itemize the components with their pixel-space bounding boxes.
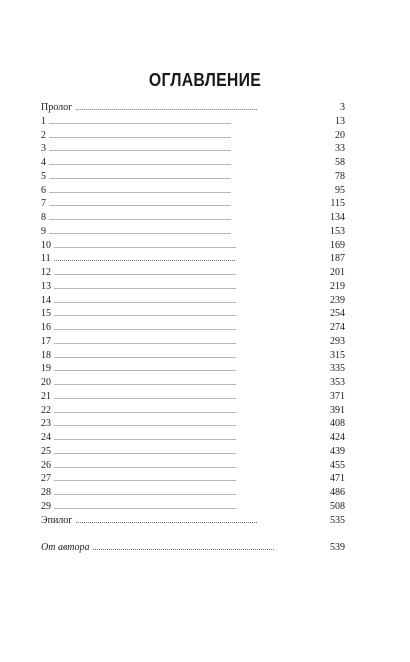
toc-entry[interactable] [41, 500, 345, 514]
toc-entry-page: 391 [330, 404, 345, 416]
toc-entry[interactable] [41, 170, 345, 184]
toc-entry[interactable] [41, 156, 345, 170]
toc-entry-label: 10 [41, 239, 51, 251]
leader-dots [49, 211, 327, 225]
toc-entry-label: 11 [41, 253, 51, 265]
leader-dots [54, 280, 327, 294]
toc-entry[interactable] [41, 101, 345, 115]
toc-entry-label: 20 [41, 377, 51, 388]
toc-entry-page: 424 [330, 432, 345, 443]
toc-entry-label: 8 [41, 212, 46, 223]
toc-entry[interactable] [41, 142, 345, 156]
toc-entry-label: 15 [41, 308, 51, 320]
toc-entry-page: 455 [330, 459, 345, 471]
toc-entry-page: 20 [335, 129, 345, 141]
toc-entry[interactable] [41, 239, 345, 253]
leader-dots [75, 514, 327, 528]
toc-entry-page: 315 [330, 349, 345, 361]
leader-dots [54, 349, 327, 363]
toc-entry[interactable] [41, 184, 345, 198]
toc-entry-page: 219 [330, 280, 345, 292]
toc-entry-label: 2 [41, 129, 46, 141]
toc-entry-label: 28 [41, 487, 51, 498]
toc-entry-page: 508 [330, 500, 345, 512]
toc-entry-page: 293 [330, 335, 345, 347]
leader-dots [54, 266, 327, 280]
toc-entry-page: 187 [330, 253, 345, 265]
toc-entry-label: 1 [41, 115, 46, 127]
toc-entry[interactable] [41, 349, 345, 363]
leader-dots [54, 376, 327, 390]
leader-dots [49, 225, 327, 239]
leader-dots [75, 101, 337, 115]
toc-entry[interactable] [41, 294, 345, 308]
toc-entry[interactable] [41, 486, 345, 500]
toc-entry-page: 335 [330, 363, 345, 375]
toc-entry-label: 25 [41, 445, 51, 457]
toc-entry-page: 471 [330, 473, 345, 485]
toc-entry-afterword[interactable] [41, 541, 345, 555]
leader-dots [54, 307, 327, 321]
toc-entry-label: От автора [41, 542, 90, 554]
toc-entry-label: Эпилог [41, 514, 73, 526]
leader-dots [54, 472, 327, 486]
toc-entry-label: 7 [41, 198, 46, 210]
toc-entry-label: 6 [41, 184, 46, 196]
toc-entry[interactable] [41, 362, 345, 376]
toc-entry-page: 3 [340, 102, 345, 113]
toc-entry-page: 134 [330, 212, 345, 223]
toc-entry[interactable] [41, 335, 345, 349]
toc-entry-page: 169 [330, 239, 345, 251]
leader-dots [49, 197, 327, 211]
toc-entry-label: 22 [41, 404, 51, 416]
leader-dots [54, 500, 327, 514]
leader-dots [49, 170, 332, 184]
toc-entry-label: 9 [41, 225, 46, 237]
leader-dots [93, 541, 327, 555]
leader-dots [54, 335, 327, 349]
toc-entry[interactable] [41, 211, 345, 225]
leader-dots [54, 404, 327, 418]
toc-entries [41, 101, 345, 527]
toc-entry-page: 439 [330, 445, 345, 457]
leader-dots [54, 486, 327, 500]
toc-entry[interactable] [41, 431, 345, 445]
leader-dots [49, 142, 332, 156]
leader-dots [54, 321, 327, 335]
leader-dots [54, 417, 327, 431]
toc-entry-label: 5 [41, 170, 46, 182]
toc-entry-page: 239 [330, 294, 345, 306]
toc-entry[interactable] [41, 514, 345, 528]
toc-entry-page: 95 [335, 184, 345, 196]
toc-entry-page: 408 [330, 418, 345, 430]
toc-entry[interactable] [41, 376, 345, 390]
toc-entry-page: 33 [335, 143, 345, 155]
toc-entry-label: 14 [41, 294, 51, 306]
toc-entry-page: 353 [330, 377, 345, 388]
toc-entry[interactable] [41, 225, 345, 239]
toc-entry-label: 13 [41, 280, 51, 292]
toc-entry[interactable] [41, 280, 345, 294]
toc-entry[interactable] [41, 321, 345, 335]
toc-entry[interactable] [41, 197, 345, 211]
leader-dots [49, 115, 332, 129]
toc-entry[interactable] [41, 459, 345, 473]
toc-entry-label: 21 [41, 390, 51, 402]
toc-entry-label: 23 [41, 418, 51, 430]
toc-entry-label: 18 [41, 349, 51, 361]
page-title: ОГЛАВЛЕНИЕ [148, 70, 262, 90]
toc-entry[interactable] [41, 390, 345, 404]
toc-entry[interactable] [41, 115, 345, 129]
toc-entry-label: 24 [41, 432, 51, 443]
toc-entry-page: 153 [330, 225, 345, 237]
toc-entry-label: 17 [41, 335, 51, 347]
leader-dots [49, 129, 332, 143]
leader-dots [49, 184, 332, 198]
toc-entry-label: 4 [41, 157, 46, 168]
toc-entry-page: 201 [330, 267, 345, 278]
toc-entry[interactable] [41, 404, 345, 418]
section-gap [41, 527, 345, 541]
toc-entry-page: 78 [335, 170, 345, 182]
toc-entry-label: 3 [41, 143, 46, 155]
toc-entry-page: 371 [330, 390, 345, 402]
toc-entry[interactable] [41, 266, 345, 280]
toc-entry-page: 539 [330, 542, 345, 554]
toc-entry-label: 12 [41, 267, 51, 278]
toc-entry-label: 19 [41, 363, 51, 375]
toc-entry-page: 535 [330, 514, 345, 526]
toc-entry-page: 274 [330, 322, 345, 333]
toc-entry-page: 115 [330, 198, 345, 210]
toc-entry[interactable] [41, 252, 345, 266]
toc-entry-label: 16 [41, 322, 51, 333]
toc-entry[interactable] [41, 417, 345, 431]
toc-entry-label: 29 [41, 500, 51, 512]
toc-entry-page: 13 [335, 115, 345, 127]
leader-dots [54, 431, 327, 445]
toc-entry[interactable] [41, 445, 345, 459]
leader-dots [54, 294, 327, 308]
leader-dots [54, 390, 327, 404]
toc-entry[interactable] [41, 472, 345, 486]
toc-entry-page: 486 [330, 487, 345, 498]
toc-entry[interactable] [41, 129, 345, 143]
toc-entry-label: Пролог [41, 102, 73, 113]
leader-dots [49, 156, 332, 170]
toc-entry[interactable] [41, 307, 345, 321]
toc-entry-page: 254 [330, 308, 345, 320]
table-of-contents [41, 101, 345, 555]
toc-entry-page: 58 [335, 157, 345, 168]
leader-dots [54, 239, 327, 253]
leader-dots [54, 362, 327, 376]
leader-dots [54, 459, 327, 473]
leader-dots [54, 252, 327, 266]
leader-dots [54, 445, 327, 459]
toc-entry-label: 26 [41, 459, 51, 471]
toc-entry-label: 27 [41, 473, 51, 485]
